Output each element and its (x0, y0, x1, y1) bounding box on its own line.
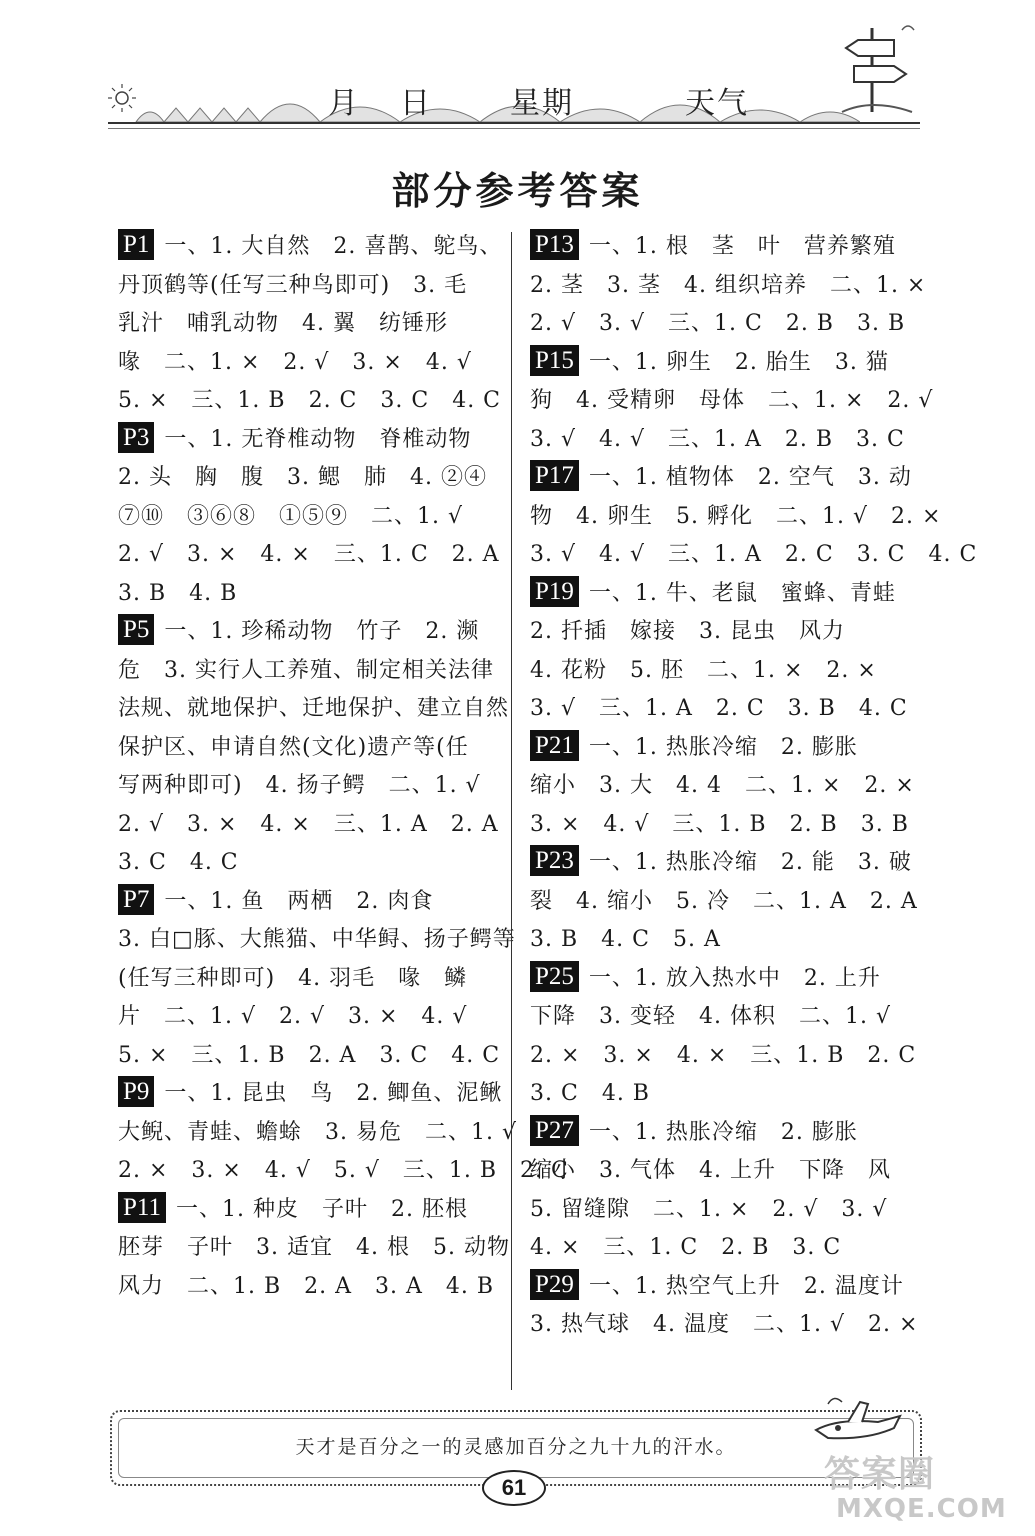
page-tag: P13 (530, 229, 579, 260)
answer-text: 喙 二、1. × 2. √ 3. × 4. √ (118, 349, 472, 375)
answer-line (530, 1075, 915, 1114)
answer-text: 3. C 4. C (118, 850, 239, 875)
page-tag: P1 (118, 229, 154, 260)
answers-right-column (530, 228, 978, 1345)
answer-text: 一、1. 热胀冷缩 2. 能 3. 破 (588, 850, 912, 875)
answer-text: 一、1. 放入热水中 2. 上升 (588, 965, 881, 991)
answer-text: 3. B 4. B (118, 580, 238, 606)
answer-text: 3. B 4. C 5. A (530, 927, 721, 952)
page-tag: P11 (118, 1192, 166, 1223)
answer-line (118, 767, 498, 806)
motto-text: 天才是百分之一的灵感加百分之九十九的汗水。 (295, 1436, 737, 1458)
answer-text: 2. × 3. × 4. × 三、1. B 2. C (530, 1042, 917, 1068)
day-label: 日 (400, 86, 432, 121)
answer-text: 一、1. 植物体 2. 空气 3. 动 (588, 465, 912, 490)
page-tag: P23 (530, 845, 579, 876)
answer-text: 5. × 三、1. B 2. C 3. C 4. C (118, 388, 502, 413)
answer-block (530, 960, 915, 1114)
answer-text: 风力 二、1. B 2. A 3. A 4. B (118, 1273, 495, 1299)
answer-text: 一、1. 昆虫 鸟 2. 鲫鱼、泥鳅 (164, 1081, 503, 1106)
answer-line (530, 267, 927, 306)
answer-line (118, 267, 498, 306)
answer-line (530, 1306, 919, 1345)
answer-text: 2. √ 3. × 4. × 三、1. C 2. A (118, 542, 500, 567)
answer-line (530, 921, 915, 960)
answer-line (118, 305, 498, 344)
answer-line (530, 960, 915, 999)
weekday-label: 星期 (510, 86, 574, 121)
answer-block (530, 459, 978, 575)
column-divider (511, 232, 512, 1390)
answer-text: 3. C 4. B (530, 1081, 650, 1106)
answer-line (118, 1075, 503, 1114)
page-tag: P21 (530, 730, 579, 761)
page-title: 部分参考答案 (391, 169, 644, 213)
answer-line (118, 806, 498, 845)
answer-line (530, 652, 915, 691)
answer-text: 2. 头 胸 腹 3. 鳃 肺 4. ②④ (118, 465, 487, 490)
answer-line (530, 767, 915, 806)
header-rule (108, 122, 920, 124)
answer-line (530, 883, 918, 922)
answer-line (530, 1229, 915, 1268)
answer-block (118, 228, 503, 421)
answer-text: 2. √ 3. × 4. × 三、1. A 2. A (118, 811, 499, 837)
answer-block (530, 729, 915, 845)
answer-text: 3. 白□豚、大熊猫、中华鲟、扬子鳄等 (118, 927, 516, 952)
answer-line (118, 498, 498, 537)
page-number: 61 (482, 1470, 546, 1506)
answer-block (530, 844, 918, 960)
answer-text: 3. 热气球 4. 温度 二、1. √ 2. × (530, 1312, 919, 1337)
answer-text: (任写三种即可) 4. 羽毛 喙 鳞 (118, 965, 468, 991)
answer-text: 一、1. 热胀冷缩 2. 膨胀 (588, 1119, 858, 1145)
page-tag: P9 (118, 1076, 154, 1107)
answer-text: 一、1. 牛、老鼠 蜜蜂、青蛙 (588, 580, 896, 606)
answer-text: 2. × 3. × 4. √ 5. √ 三、1. B 2. C (118, 1158, 569, 1183)
answer-line (530, 498, 942, 537)
answer-line (530, 613, 915, 652)
page-tag: P15 (530, 345, 579, 376)
answer-line (118, 1114, 517, 1153)
answer-line (118, 1229, 510, 1268)
answer-text: 乳汁 哺乳动物 4. 翼 纺锤形 (118, 311, 448, 336)
answer-text: 大鲵、青蛙、蟾蜍 3. 易危 二、1. √ (118, 1119, 517, 1145)
answer-text: 片 二、1. √ 2. √ 3. × 4. √ (118, 1004, 468, 1029)
answer-text: 3. × 4. √ 三、1. B 2. B 3. B (530, 811, 909, 837)
answer-block (530, 344, 934, 460)
answer-text: 一、1. 种皮 子叶 2. 胚根 (175, 1196, 468, 1222)
answer-line (118, 921, 516, 960)
answer-text: 一、1. 无脊椎动物 脊椎动物 (164, 426, 472, 452)
answer-text: 一、1. 鱼 两栖 2. 肉食 (164, 888, 434, 914)
answer-line (530, 344, 915, 383)
answer-text: 狗 4. 受精卵 母体 二、1. × 2. √ (530, 388, 934, 413)
answer-line (530, 806, 915, 845)
watermark-logo: 答案圈 (824, 1454, 936, 1495)
answer-line (530, 1268, 915, 1307)
answer-text: 2. √ 3. √ 三、1. C 2. B 3. B (530, 311, 906, 336)
answer-text: 一、1. 珍稀动物 竹子 2. 濒 (164, 619, 480, 644)
airplane-icon (808, 1392, 908, 1448)
weather-label: 天气 (685, 86, 749, 121)
answer-line (118, 1152, 569, 1191)
answer-line (118, 883, 498, 922)
answer-line (530, 421, 915, 460)
answer-line (530, 382, 934, 421)
answer-text: 缩小 3. 大 4. 4 二、1. × 2. × (530, 773, 915, 798)
answer-block (530, 1268, 919, 1345)
answer-text: 胚芽 子叶 3. 适宜 4. 根 5. 动物 (118, 1235, 510, 1260)
answer-line (118, 228, 503, 267)
page-tag: P7 (118, 884, 154, 915)
answer-line (118, 459, 498, 498)
answer-line (118, 960, 498, 999)
answer-text: 一、1. 大自然 2. 喜鹊、鸵鸟、 (164, 234, 503, 259)
page-tag: P17 (530, 460, 579, 491)
answer-text: 危 3. 实行人工养殖、制定相关法律 (118, 657, 494, 683)
answer-line (118, 536, 498, 575)
answer-line (530, 459, 915, 498)
answer-text: 物 4. 卵生 5. 孵化 二、1. √ 2. × (530, 503, 942, 529)
answer-line (118, 575, 498, 614)
answer-line (530, 575, 915, 614)
answer-text: 下降 3. 变轻 4. 体积 二、1. √ (530, 1004, 891, 1029)
answer-text: 一、1. 热空气上升 2. 温度计 (588, 1273, 904, 1299)
answer-line (118, 1191, 498, 1230)
answer-line (118, 690, 510, 729)
answer-line (530, 729, 915, 768)
watermark-url: MXQE.COM (836, 1494, 1007, 1524)
answer-line (118, 729, 498, 768)
answer-text: 4. × 三、1. C 2. B 3. C (530, 1235, 842, 1260)
answer-line (530, 1037, 915, 1076)
answer-line (530, 1114, 915, 1153)
answer-text: 3. √ 4. √ 三、1. A 2. C 3. C 4. C (530, 542, 978, 567)
answer-line (118, 998, 498, 1037)
answer-block (118, 883, 516, 1076)
page-header (100, 18, 930, 133)
answer-line (118, 844, 498, 883)
answer-line (530, 305, 915, 344)
answer-line (530, 1191, 915, 1230)
answer-line (530, 998, 915, 1037)
answer-text: 保护区、申请自然(文化)遗产等(任 (118, 734, 469, 760)
answer-text: 4. 花粉 5. 胚 二、1. × 2. × (530, 657, 877, 683)
page-tag: P19 (530, 576, 579, 607)
answer-text: 一、1. 根 茎 叶 营养繁殖 (588, 234, 896, 259)
answer-block (530, 575, 915, 729)
answer-line (118, 613, 498, 652)
answer-text: 5. 留缝隙 二、1. × 2. √ 3. √ (530, 1196, 888, 1222)
page-tag: P25 (530, 961, 579, 992)
answer-text: 法规、就地保护、迁地保护、建立自然 (118, 696, 510, 721)
page-tag: P29 (530, 1269, 579, 1300)
answer-text: 3. √ 三、1. A 2. C 3. B 4. C (530, 696, 908, 721)
answer-line (118, 344, 498, 383)
answer-text: 缩小 3. 气体 4. 上升 下降 风 (530, 1158, 891, 1183)
page-tag: P5 (118, 614, 154, 645)
answer-block (118, 1191, 510, 1307)
answer-text: 2. 扦插 嫁接 3. 昆虫 风力 (530, 619, 845, 644)
signpost-icon (832, 18, 922, 118)
answer-text: 5. × 三、1. B 2. A 3. C 4. C (118, 1042, 501, 1068)
answer-block (118, 613, 510, 883)
answer-line (530, 228, 915, 267)
answer-block (530, 1114, 915, 1268)
answer-text: 一、1. 热胀冷缩 2. 膨胀 (588, 734, 858, 760)
answer-text: ⑦⑩ ③⑥⑧ ①⑤⑨ 二、1. √ (118, 503, 464, 529)
answer-text: 一、1. 卵生 2. 胎生 3. 猫 (588, 349, 889, 375)
answer-line (118, 1037, 501, 1076)
answer-text: 裂 4. 缩小 5. 冷 二、1. A 2. A (530, 888, 918, 914)
answer-line (530, 690, 915, 729)
answer-text: 写两种即可) 4. 扬子鳄 二、1. √ (118, 773, 481, 798)
answer-block (118, 421, 498, 614)
answer-text: 丹顶鹤等(任写三种鸟即可) 3. 毛 (118, 272, 468, 298)
answer-block (530, 228, 927, 344)
answer-text: 3. √ 4. √ 三、1. A 2. B 3. C (530, 426, 905, 452)
answer-line (118, 652, 498, 691)
answer-line (530, 536, 978, 575)
header-rule-thin (108, 128, 920, 129)
page-tag: P27 (530, 1115, 579, 1146)
answer-text: 2. 茎 3. 茎 4. 组织培养 二、1. × (530, 272, 927, 298)
answer-line (530, 844, 915, 883)
answer-line (118, 382, 502, 421)
answer-line (118, 1268, 498, 1307)
answer-line (530, 1152, 915, 1191)
answer-line (118, 421, 498, 460)
month-label: 月 (328, 86, 360, 121)
page-tag: P3 (118, 422, 154, 453)
